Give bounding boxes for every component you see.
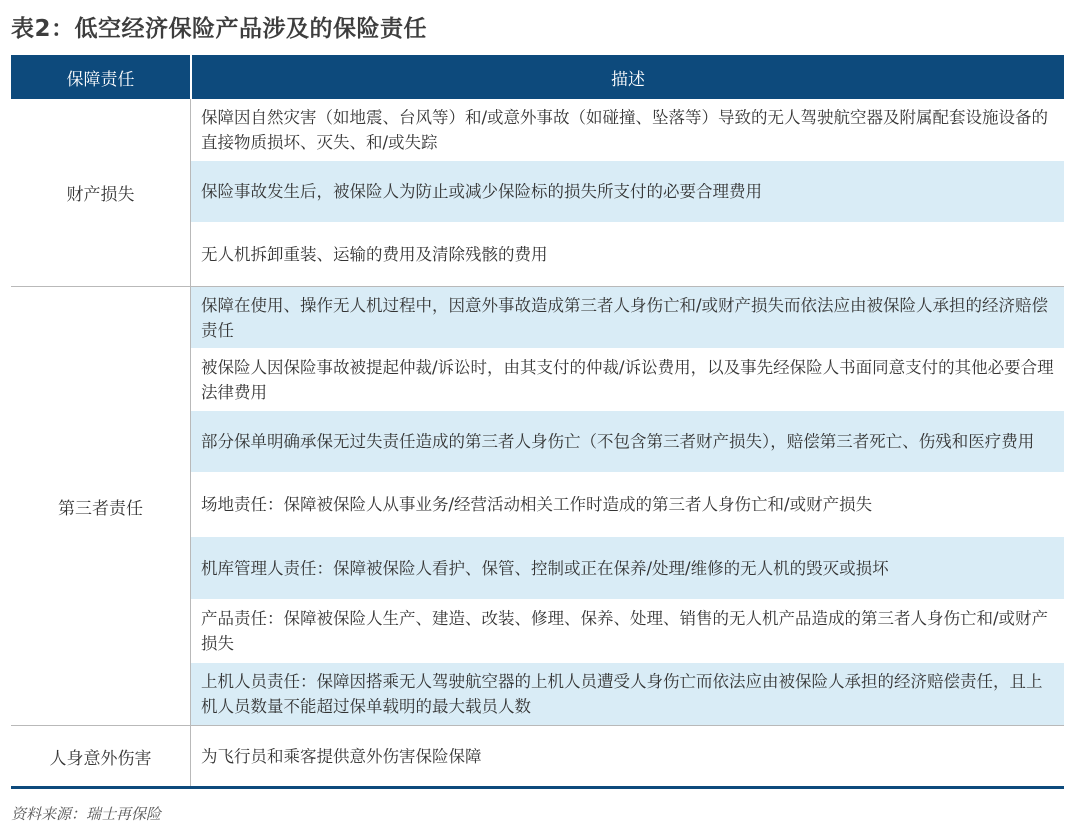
table-row: 保险事故发生后，被保险人为防止或减少保险标的损失所支付的必要合理费用 — [191, 161, 1064, 223]
table-row: 上机人员责任：保障因搭乘无人驾驶航空器的上机人员遭受人身伤亡而依法应由被保险人承担的经济赔偿责任，且上机人员数量不能超过保单载明的最大载员人数 — [191, 663, 1064, 725]
source-note: 资料来源：瑞士再保险 — [11, 805, 162, 823]
table-row: 机库管理人责任：保障被保险人看护、保管、控制或正在保养/处理/维修的无人机的毁灭或损坏 — [191, 537, 1064, 600]
table-title: 表2：低空经济保险产品涉及的保险责任 — [11, 16, 428, 42]
category-cell: 人身意外伤害 — [11, 726, 191, 786]
group-property-loss — [11, 99, 1064, 287]
table-row: 为飞行员和乘客提供意外伤害保险保障 — [201, 746, 482, 766]
table-row: 被保险人因保险事故被提起仲裁/诉讼时，由其支付的仲裁/诉讼费用，以及事先经保险人书面同意支付的其他必要合理法律费用 — [191, 349, 1064, 411]
category-cell: 第三者责任 — [11, 287, 191, 725]
category-cell: 财产损失 — [11, 99, 191, 286]
header-coverage: 保障责任 — [11, 55, 192, 99]
group-third-party-liability — [11, 287, 1064, 726]
table-header — [11, 55, 1064, 99]
table-row: 无人机拆卸重装、运输的费用及清除残骸的费用 — [201, 245, 548, 264]
table-row: 产品责任：保障被保险人生产、建造、改装、修理、保养、处理、销售的无人机产品造成的第三者人身伤亡和/或财产损失 — [191, 600, 1064, 663]
table-row: 场地责任：保障被保险人从事业务/经营活动相关工作时造成的第三者人身伤亡和/或财产损失 — [191, 473, 1064, 537]
table-row: 保障在使用、操作无人机过程中，因意外事故造成第三者人身伤亡和/或财产损失而依法应由被保险人承担的经济赔偿责任 — [191, 287, 1064, 349]
insurance-liability-table — [11, 55, 1064, 789]
table-row: 部分保单明确承保无过失责任造成的第三者人身伤亡（不包含第三者财产损失），赔偿第三者死亡、伤残和医疗费用 — [191, 411, 1064, 473]
header-description: 描述 — [611, 69, 645, 90]
table-row: 保障因自然灾害（如地震、台风等）和/或意外事故（如碰撞、坠落等）导致的无人驾驶航空器及附属配套设施设备的直接物质损坏、灭失、和/或失踪 — [191, 99, 1064, 161]
group-personal-accident — [11, 726, 1064, 789]
